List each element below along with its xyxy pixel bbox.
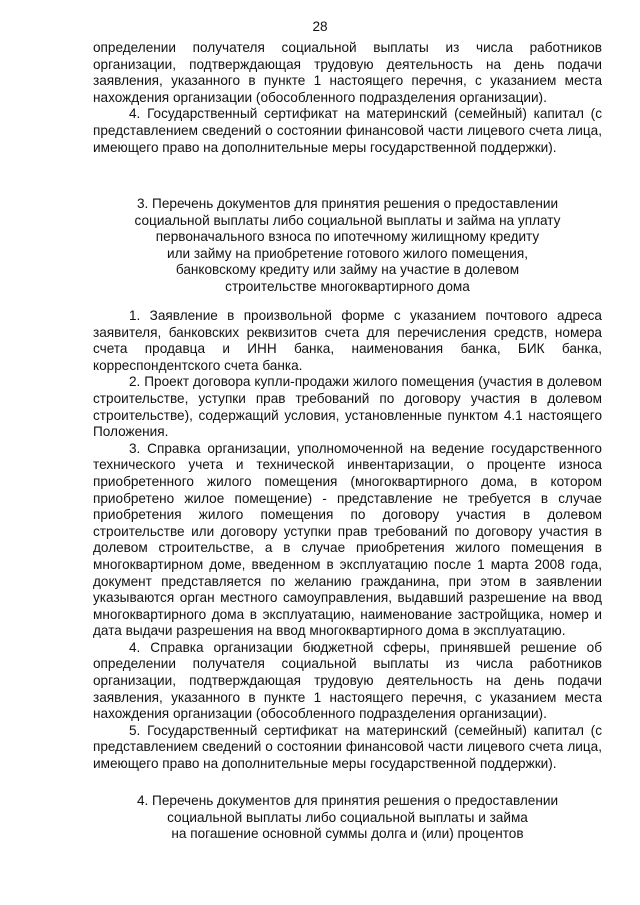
section-3-items xyxy=(93,308,602,773)
section-3-heading xyxy=(93,196,602,296)
list-item: 4. Справка организации бюджетной сферы, принявшей решение об определении получателя социальной выплаты из числа работников организации, подтверждающая трудовую деятельность на день подачи заявления, указанного в пункте 1 настоящего перечня, с указанием места нахождения организации (обособленного подразделения организации). xyxy=(93,639,602,722)
heading-line: на погашение основной суммы долга и (или) процентов xyxy=(171,826,524,842)
heading-line: строительстве многоквартирного дома xyxy=(225,278,470,294)
page-number: 28 xyxy=(312,19,328,34)
heading-line: банковскому кредиту или займу на участие в долевом xyxy=(175,262,520,278)
heading-line: социальной выплаты либо социальной выплаты и займа на уплату xyxy=(134,212,561,228)
heading-line: 4. Перечень документов для принятия решения о предоставлении xyxy=(136,793,559,808)
paragraph-continuation: определении получателя социальной выплаты из числа работников организации, подтверждающая трудовую деятельность на день подачи заявления, указанного в пункте 1 настоящего перечня, с указанием места нахождения организации (обособленного подразделения организации). xyxy=(93,40,602,105)
list-item: 1. Заявление в произвольной форме с указанием почтового адреса заявителя, банковских реквизитов счета для перечисления средств, номера счета продавца и ИНН банка, наименования банка, БИК банка, корреспондентского счета банка. xyxy=(93,308,602,373)
paragraph-item-4: 4. Государственный сертификат на материнский (семейный) капитал (с представлением сведений о состоянии финансовой части лицевого счета лица, имеющего право на дополнительные меры государственной поддержки). xyxy=(93,106,602,155)
heading-line: 3. Перечень документов для принятия решения о предоставлении xyxy=(136,196,559,211)
top-paragraphs xyxy=(93,40,602,156)
list-item: 2. Проект договора купли-продажи жилого помещения (участия в долевом строительстве, уступки прав требований по договору участия в долевом строительстве), содержащий условия, установленные пунктом 4.1 настоящего Положения. xyxy=(93,374,602,440)
heading-line: первоначального взноса по ипотечному жилищному кредиту xyxy=(155,229,540,245)
list-item: 5. Государственный сертификат на материнский (семейный) капитал (с представлением сведений о состоянии финансовой части лицевого счета лица, имеющего право на дополнительные меры государственной поддержки). xyxy=(93,722,602,772)
section-4-heading xyxy=(93,793,602,843)
heading-line: социальной выплаты либо социальной выплаты и займа xyxy=(167,809,528,825)
heading-line: или займу на приобретение готового жилого помещения, xyxy=(167,245,528,261)
list-item: 3. Справка организации, уполномоченной на ведение государственного технического учета и технической инвентаризации, о проценте износа приобретенного жилого помещения (многоквартирного дома, в котором приобретено жилое помещение) - представление не требуется в случае приобретения жилого помещения по договору участия в долевом строительстве или договору уступки прав требований по договору участия в долевом строительстве, а в случае приобретения жилого помещения в многоквартирном доме, введенном в эксплуатацию после 1 марта 2008 года, документ представляется по желанию гражданина, при этом в заявлении указываются орган местного самоуправления, выдавший разрешение на ввод многоквартирного дома в эксплуатацию, наименование застройщика, номер и дата выдачи разрешения на ввод многоквартирного дома в эксплуатацию. xyxy=(93,440,602,639)
